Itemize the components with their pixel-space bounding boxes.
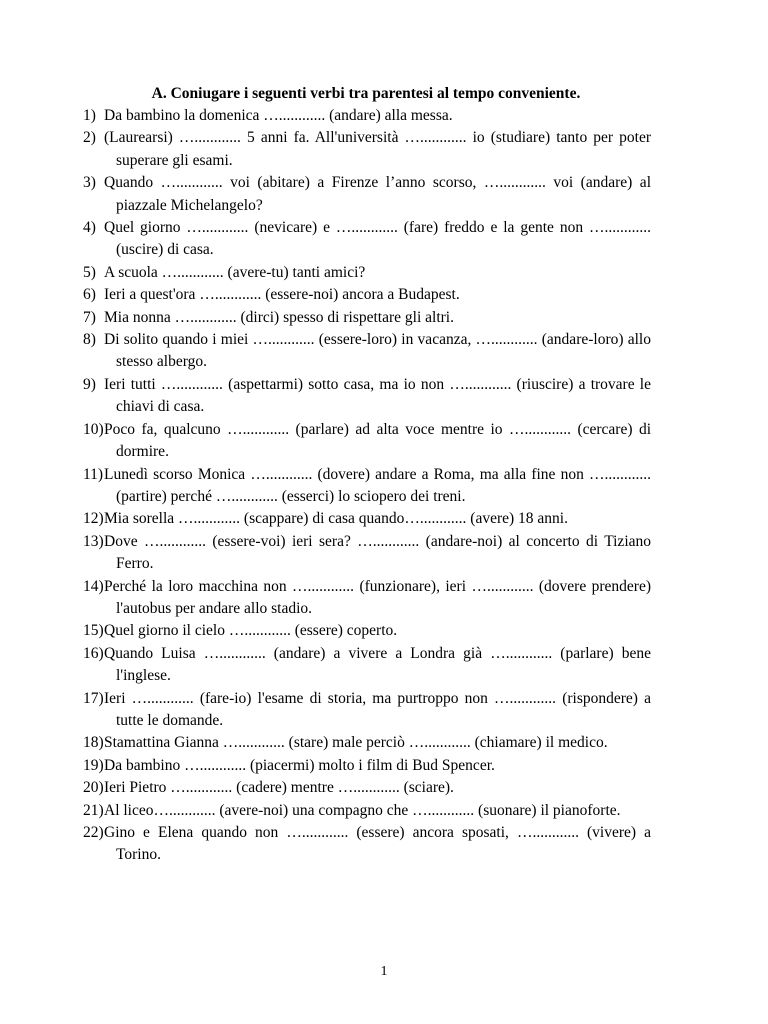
exercise-number: 12) [83,510,104,528]
exercise-number: 19) [83,756,104,774]
exercise-number: 21) [83,801,104,819]
exercise-text: Da bambino la domenica …............ (andare) alla messa. [104,107,453,124]
exercise-item [83,777,651,799]
page-number: 1 [380,964,388,979]
exercise-item [83,284,651,306]
exercise-number: 3) [83,174,96,192]
exercise-number: 10) [83,420,104,438]
exercise-item [83,419,651,464]
exercise-item [83,620,651,642]
exercise-number: 17) [83,689,104,707]
exercise-item [83,307,651,329]
exercise-text: A scuola …............ (avere-tu) tanti amici? [104,263,366,281]
exercise-text: Ieri a quest'ora …............ (essere-noi) ancora a Budapest. [104,286,460,304]
exercise-item [83,464,651,509]
exercise-text: Mia sorella …............ (scappare) di casa quando…............ (avere) 18 anni. [104,510,568,528]
exercise-text: Quando Luisa …............ (andare) a vivere a Londra già …............ (parlare) bene l'inglese. [104,644,651,685]
exercise-number: 22) [83,824,104,841]
exercise-text: Stamattina Gianna …............ (stare) male perciò …............ (chiamare) il medico. [104,734,608,752]
exercise-text: Al liceo…............ (avere-noi) una compagno che …............ (suonare) il pianoforte. [104,801,621,819]
exercise-text: Ieri tutti …............ (aspettarmi) sotto casa, ma io non …............ (riuscire) a trovare le chiavi di casa. [104,375,651,416]
exercise-title: A. Coniugare i seguenti verbi tra parentesi al tempo conveniente. [151,85,581,102]
exercise-item [83,262,651,284]
exercise-text: Lunedì scorso Monica …............ (dovere) andare a Roma, ma alla fine non …............ (partire) perché …............ (esserci) lo sciopero dei treni. [104,465,651,505]
exercise-number: 1) [83,107,96,124]
exercise-item [83,217,651,262]
exercise-text: Perché la loro macchina non …............ (funzionare), ieri …............ (dovere prendere) l'autobus per andare allo stadio. [104,577,651,617]
exercise-item [83,127,651,172]
exercise-item [83,755,651,777]
exercise-number: 6) [83,286,96,304]
exercise-item [83,643,651,688]
exercise-item [83,329,651,374]
exercise-number: 9) [83,375,96,393]
exercise-number: 15) [83,622,104,640]
exercise-text: (Laurearsi) …............ 5 anni fa. All'università …............ io (studiare) tanto per poter superare gli esami. [104,129,651,169]
exercise-item [83,374,651,419]
exercise-text: Ieri …............ (fare-io) l'esame di storia, ma purtroppo non …............ (rispondere) a tutte le domande. [104,689,651,729]
exercise-number: 7) [83,308,96,326]
exercise-text: Gino e Elena quando non …............ (essere) ancora sposati, …............ (vivere) a Torino. [104,824,651,864]
exercise-item [83,172,651,217]
exercise-text: Quel giorno …............ (nevicare) e …............ (fare) freddo e la gente non …............ (uscire) di casa. [104,219,651,259]
exercise-item [83,508,651,530]
exercise-number: 18) [83,734,104,752]
exercise-number: 13) [83,532,104,550]
exercise-text: Da bambino …............ (piacermi) molto i film di Bud Spencer. [104,756,495,774]
exercise-number: 11) [83,465,104,483]
exercise-number: 5) [83,263,96,281]
exercise-item [83,576,651,621]
exercise-item [83,732,651,754]
exercise-list [83,105,651,867]
exercise-number: 2) [83,129,96,147]
exercise-text: Mia nonna …............ (dirci) spesso di rispettare gli altri. [104,308,454,326]
exercise-text: Ieri Pietro …............ (cadere) mentre …............ (sciare). [104,779,454,797]
exercise-item [83,688,651,733]
exercise-text: Quel giorno il cielo …............ (essere) coperto. [104,622,398,640]
exercise-text: Poco fa, qualcuno …............ (parlare) ad alta voce mentre io …............ (cercare) di dormire. [104,420,651,461]
exercise-item [83,105,651,127]
exercise-text: Di solito quando i miei …............ (essere-loro) in vacanza, …............ (andare-loro) allo stesso albergo. [104,331,651,371]
exercise-number: 20) [83,779,104,797]
exercise-text: Dove …............ (essere-voi) ieri sera? …............ (andare-noi) al concerto di Tiziano Ferro. [104,532,651,573]
exercise-number: 16) [83,644,104,662]
exercise-item [83,531,651,576]
exercise-item [83,800,651,822]
exercise-number: 14) [83,577,104,595]
exercise-number: 4) [83,219,96,237]
exercise-item [83,822,651,867]
exercise-text: Quando …............ voi (abitare) a Firenze l’anno scorso, …............ voi (andare) al piazzale Michelangelo? [104,174,651,214]
exercise-number: 8) [83,331,96,349]
